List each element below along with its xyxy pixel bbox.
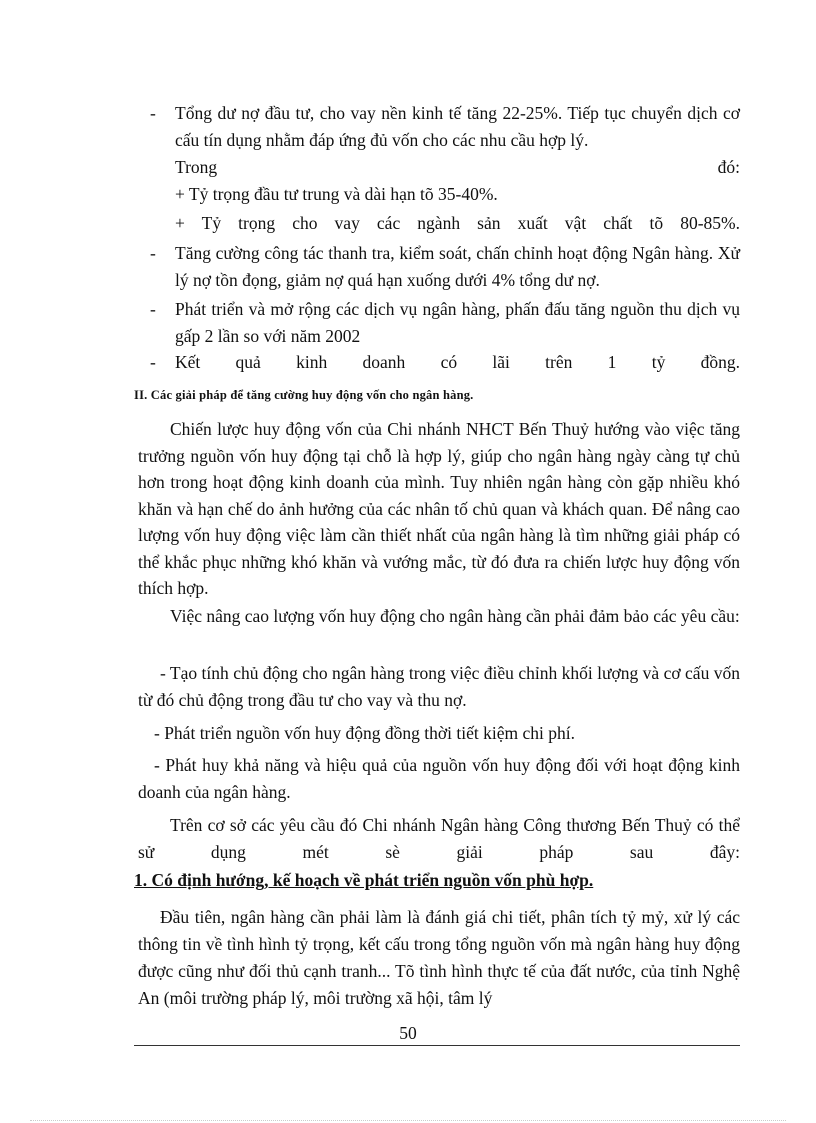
paragraph-analysis: Đầu tiên, ngân hàng cần phải làm là đánh giá chi tiết, phân tích tỷ mỷ, xử lý các thông tin về tình hình tỷ trọng, kết cấu trong tổng nguồn vốn mà ngân hàng huy động được cũng như đối thủ cạnh tranh... Tõ tình hình thực tế của đất nước, của tỉnh Nghệ An (môi trường pháp lý, môi trường xã hội, tâm lý bbox=[138, 907, 740, 1008]
bullet-text: Tăng cường công tác thanh tra, kiểm soát, chấn chỉnh hoạt động Ngân hàng. Xử lý nợ tồn đọng, giảm nợ quá hạn xuống dưới 4% tổng dư nợ. bbox=[175, 243, 740, 290]
bullet-text: Tổng dư nợ đầu tư, cho vay nền kinh tế tăng 22-25%. Tiếp tục chuyển dịch cơ cấu tín dụng nhằm đáp ứng đủ vốn cho các nhu cầu hợp lý. bbox=[175, 103, 740, 150]
bullet-inspection bbox=[150, 240, 740, 294]
paragraph-strategy: Chiến lược huy động vốn của Chi nhánh NHCT Bến Thuỷ hướng vào việc tăng trưởng nguồn vốn huy động tại chỗ là hợp lý, giúp cho ngân hàng ngày càng tự chủ hơn trong hoạt động kinh doanh của mình. Tuy nhiên ngân hàng còn gặp nhiều khó khăn và hạn chế do ảnh hưởng của các nhân tố chủ quan và khách quan. Để nâng cao lượng vốn huy động việc làm cần thiết nhất của ngân hàng là tìm những giải pháp có thể khắc phục những khó khăn và vướng mắc, từ đó đưa ra chiến lược huy động vốn thích hợp. bbox=[138, 419, 740, 598]
page-bottom-dotted-line bbox=[30, 1120, 786, 1121]
bullet-dash: - bbox=[150, 299, 156, 319]
bullet-services bbox=[150, 296, 740, 350]
bullet-text-trong: Trong bbox=[175, 157, 218, 177]
footer-rule bbox=[134, 1045, 740, 1046]
bullet-dash: - bbox=[150, 352, 156, 372]
bullet-profit bbox=[150, 349, 740, 376]
section-heading: II. Các giải pháp để tăng cường huy động vốn cho ngân hàng. bbox=[134, 388, 474, 402]
sub-item-long-term: + Tỷ trọng đầu tư trung và dài hạn tõ 35-40%. bbox=[175, 184, 498, 204]
bullet-dash: - bbox=[150, 243, 156, 263]
bullet-text: Kết quả kinh doanh có lãi trên 1 tỷ đồng. bbox=[175, 352, 740, 372]
bullet-total-credit bbox=[150, 100, 740, 181]
paragraph-solutions-intro: Trên cơ sở các yêu cầu đó Chi nhánh Ngân hàng Công thương Bến Thuỷ có thể sử dụng mét sè giải pháp sau đây: bbox=[138, 815, 740, 862]
sub-item-material-production: + Tỷ trọng cho vay các ngành sản xuất vật chất tõ 80-85%. bbox=[175, 213, 740, 233]
bullet-text-do: đó: bbox=[717, 157, 740, 177]
requirement-2: - Phát triển nguồn vốn huy động đồng thời tiết kiệm chi phí. bbox=[154, 723, 575, 743]
requirement-1: - Tạo tính chủ động cho ngân hàng trong việc điều chỉnh khối lượng và cơ cấu vốn từ đó chủ động trong đầu tư cho vay và thu nợ. bbox=[138, 663, 740, 710]
bullet-text: Phát triển và mở rộng các dịch vụ ngân hàng, phấn đấu tăng nguồn thu dịch vụ gấp 2 lần so với năm 2002 bbox=[175, 299, 740, 346]
paragraph-requirements-intro: Việc nâng cao lượng vốn huy động cho ngân hàng cần phải đảm bảo các yêu cầu: bbox=[170, 606, 740, 626]
page-number: 50 bbox=[399, 1023, 417, 1043]
requirement-3: - Phát huy khả năng và hiệu quả của nguồn vốn huy động đối với hoạt động kinh doanh của ngân hàng. bbox=[138, 755, 740, 802]
bullet-dash: - bbox=[150, 103, 156, 123]
heading-capital-plan: 1. Có định hướng, kế hoạch về phát triển nguồn vốn phù hợp. bbox=[134, 870, 594, 890]
